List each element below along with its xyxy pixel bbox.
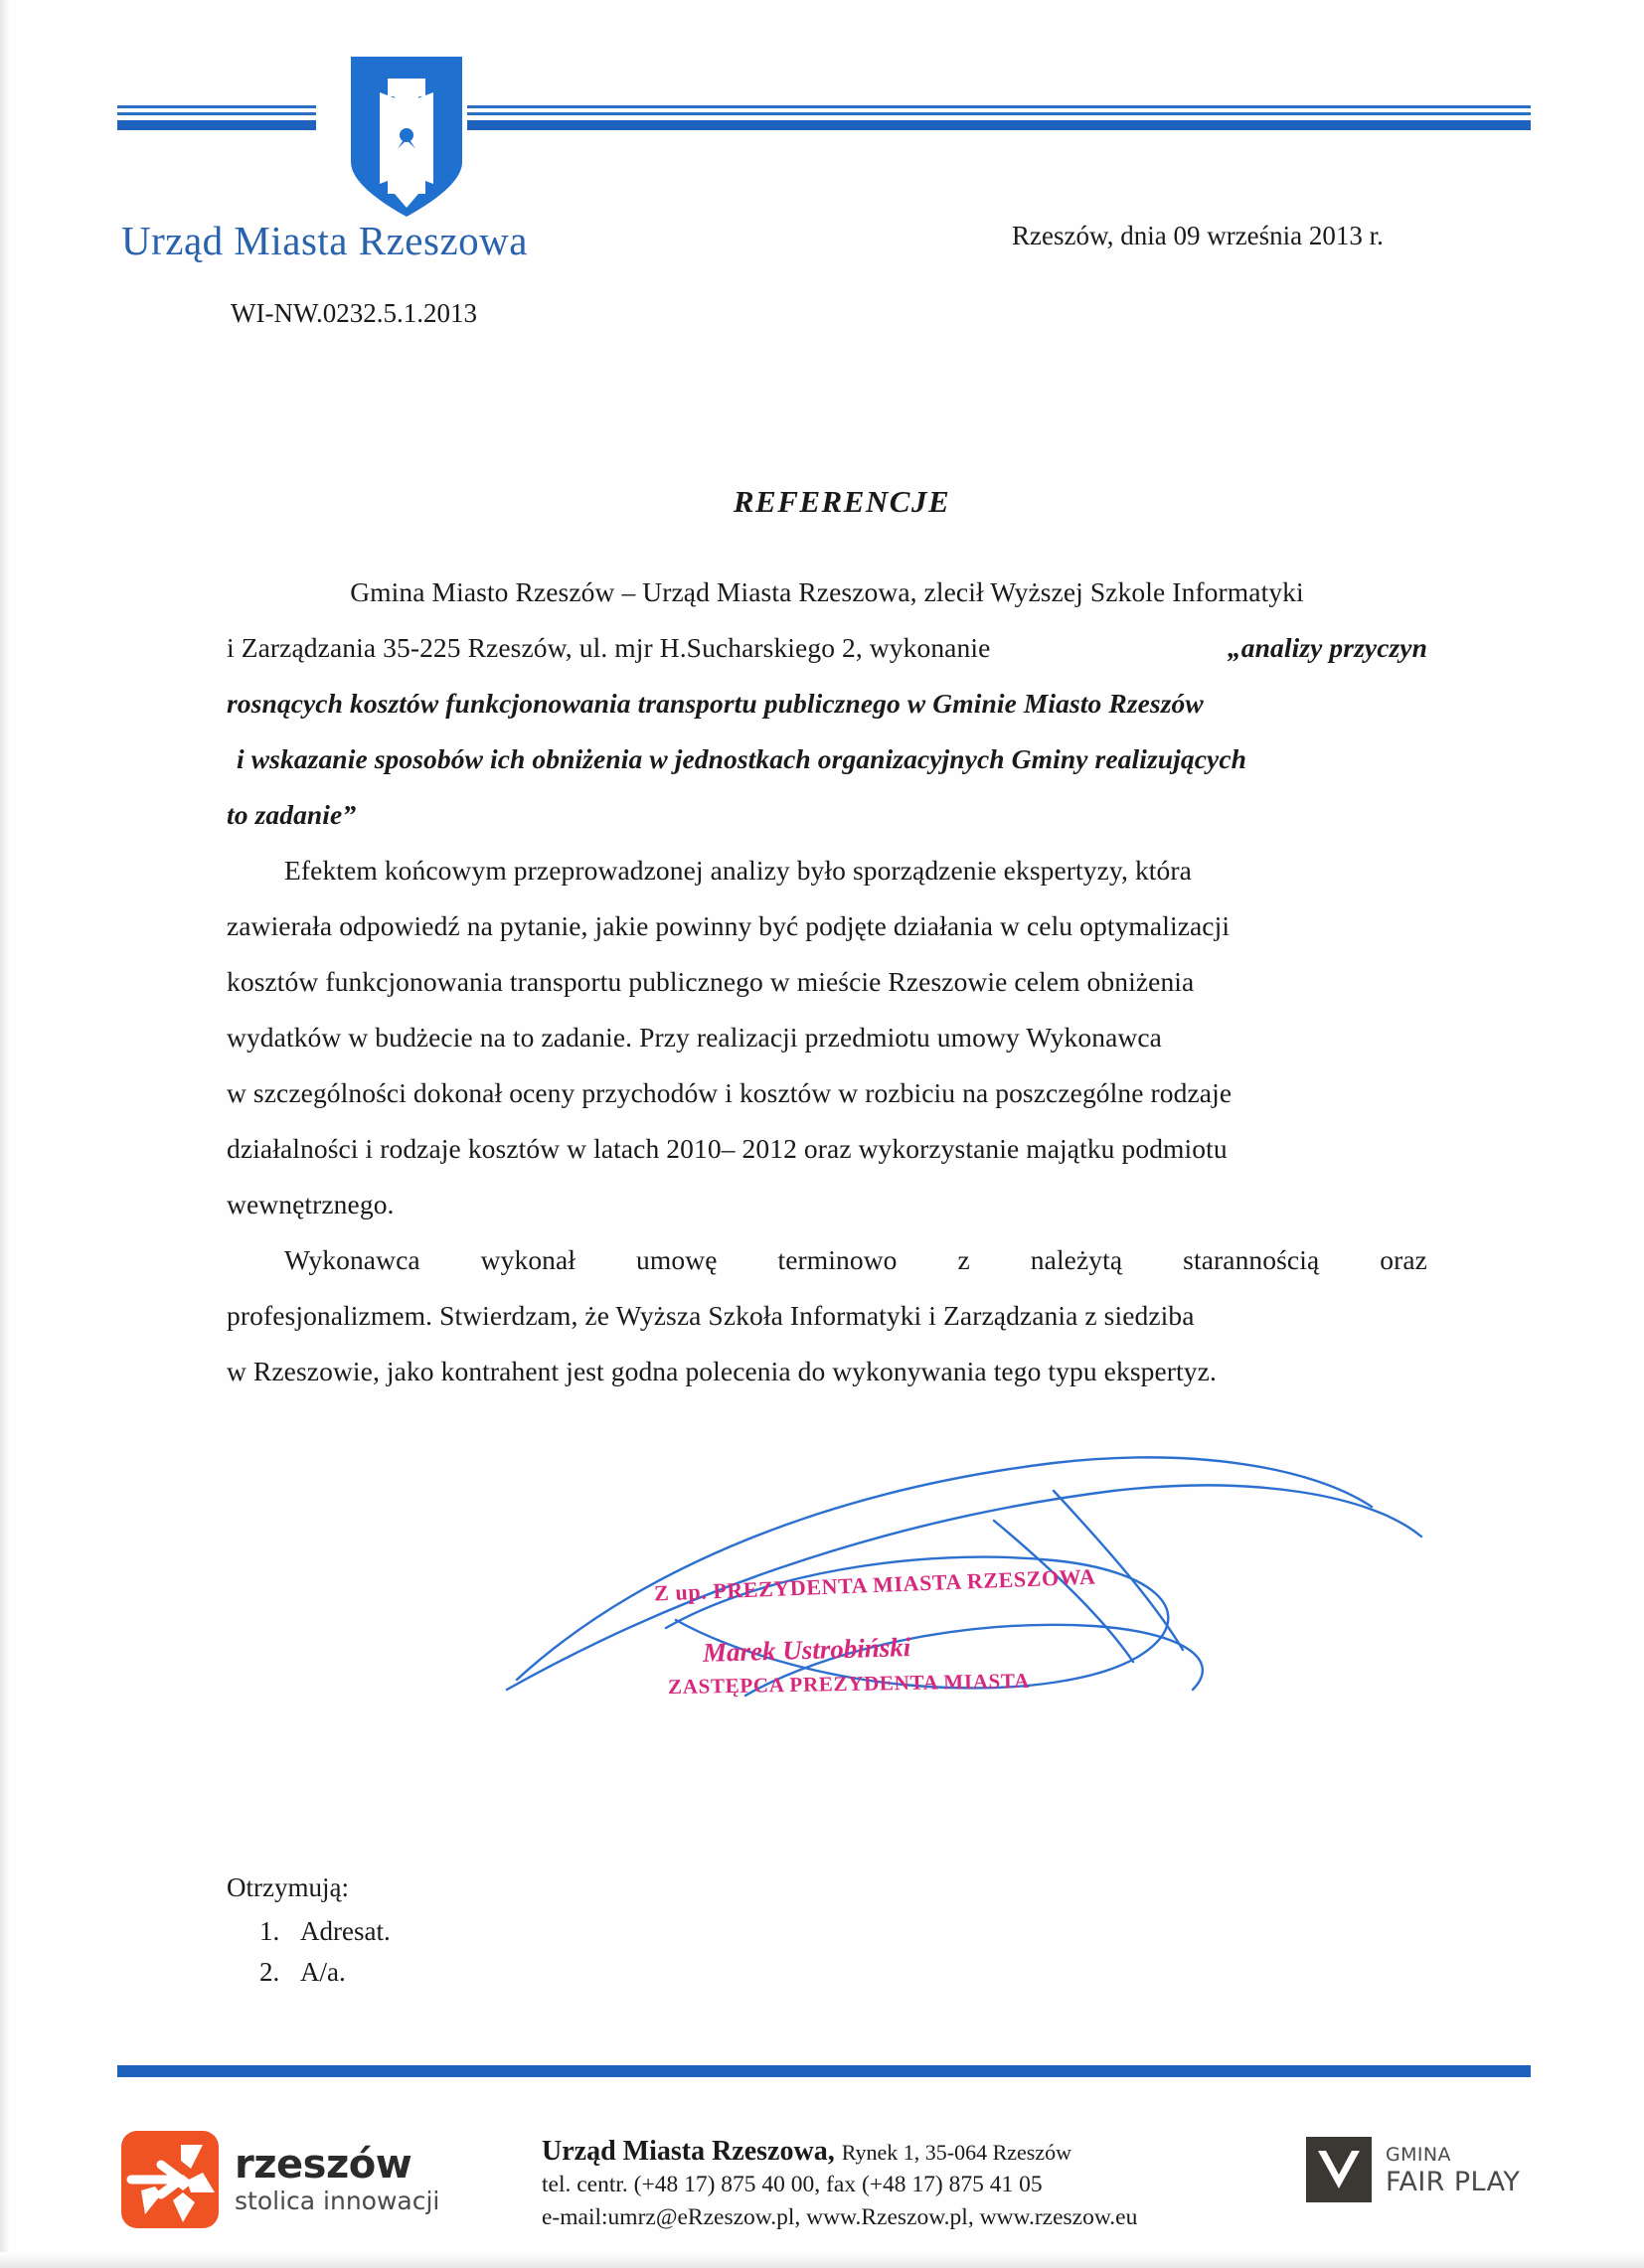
body-text: działalności i rodzaje kosztów w latach 2010– 2012 oraz wykorzystanie majątku podmiotu xyxy=(227,1133,1228,1164)
reference-number: WI-NW.0232.5.1.2013 xyxy=(231,298,477,328)
fair-play-wordmark xyxy=(1386,2143,1520,2197)
body-line xyxy=(227,620,1427,676)
rzeszow-city-logo xyxy=(121,2131,439,2228)
signature-block xyxy=(497,1451,1551,1849)
header-rule-right xyxy=(467,105,1531,131)
body-line-emphasis xyxy=(227,731,1427,787)
footer-address: Rynek 1, 35-064 Rzeszów xyxy=(841,2140,1072,2165)
body-line xyxy=(227,1232,1427,1288)
body-text: Efektem końcowym przeprowadzonej analizy było sporządzenie ekspertyzy, która xyxy=(284,855,1192,886)
scan-edge-shadow-left xyxy=(0,0,10,2268)
footer-org-name: Urząd Miasta Rzeszowa, xyxy=(542,2136,835,2167)
footer xyxy=(0,2107,1644,2266)
body-text: kosztów funkcjonowania transportu publicznego w mieście Rzeszowie celem obniżenia xyxy=(227,966,1195,997)
body-line xyxy=(227,565,1427,620)
footer-phone: tel. centr. (+48 17) 875 40 00, fax (+48 17) 875 41 05 xyxy=(542,2172,1043,2197)
body-line xyxy=(227,1010,1427,1065)
body-line-emphasis xyxy=(227,676,1427,731)
body-text: w szczególności dokonał oceny przychodów i kosztów w rozbiciu na poszczególne rodzaje xyxy=(227,1077,1233,1108)
body-line xyxy=(227,1344,1427,1399)
scan-edge-shadow-bottom xyxy=(0,2252,1644,2268)
list-item: 1. Adresat. xyxy=(286,1911,391,1952)
coat-of-arms-icon xyxy=(348,55,465,219)
body-text-emphasis: rosnących kosztów funkcjonowania transportu publicznego w Gminie Miasto Rzeszów xyxy=(227,688,1204,719)
body-line xyxy=(227,843,1427,898)
recipients-heading: Otrzymują: xyxy=(227,1872,349,1902)
body-text-emphasis: i wskazanie sposobów ich obniżenia w jednostkach organizacyjnych Gminy realizujących xyxy=(237,743,1247,774)
body-text: profesjonalizmem. Stwierdzam, że Wyższa Szkoła Informatyki i Zarządzania z siedziba xyxy=(227,1300,1195,1331)
body-line xyxy=(227,1065,1427,1121)
fair-play-word-secondary: FAIR PLAY xyxy=(1386,2166,1521,2197)
recipients-block xyxy=(227,1872,391,1993)
logo-word-primary: rzeszów xyxy=(235,2142,412,2187)
office-name: Urząd Miasta Rzeszowa xyxy=(121,218,528,263)
body-text-emphasis: to zadanie” xyxy=(227,799,357,830)
recipients-list xyxy=(227,1911,391,1993)
body-text: zawierała odpowiedź na pytanie, jakie powinny być podjęte działania w celu optymalizacji xyxy=(227,910,1231,941)
gmina-fair-play-logo xyxy=(1306,2137,1520,2202)
body-line xyxy=(227,954,1427,1010)
fair-play-word-primary: GMINA xyxy=(1386,2143,1451,2166)
letterhead xyxy=(0,0,1644,328)
body-text: wydatków w budżecie na to zadanie. Przy realizacji przedmiotu umowy Wykonawca xyxy=(227,1022,1162,1053)
body-line xyxy=(227,898,1427,954)
body-text: Wykonawca wykonał umowę terminowo z należytą starannością oraz xyxy=(284,1244,1427,1275)
logo-word-secondary: stolica innowacji xyxy=(235,2187,440,2215)
body-text: wewnętrznego. xyxy=(227,1189,395,1219)
footer-contact-info xyxy=(542,2135,1137,2234)
header-rule-left xyxy=(117,105,316,131)
stamp-signer-name: Marek Ustrobiński xyxy=(702,1632,911,1668)
body-text-emphasis: „analizy przyczyn xyxy=(1227,632,1427,663)
stamp-signer-title: ZASTĘPCA PREZYDENTA MIASTA xyxy=(667,1668,1031,1700)
body-text: w Rzeszowie, jako kontrahent jest godna polecenia do wykonywania tego typu ekspertyz. xyxy=(227,1356,1217,1386)
letter-body xyxy=(227,565,1427,1399)
body-line-emphasis xyxy=(227,787,1427,843)
list-item: 2. A/a. xyxy=(286,1952,391,1993)
stamp-authority-line: Z up. PREZYDENTA MIASTA RZESZOWA xyxy=(653,1563,1096,1606)
footer-rule xyxy=(117,2065,1531,2077)
date-line: Rzeszów, dnia 09 września 2013 r. xyxy=(1012,221,1384,250)
footer-web[interactable]: e-mail:umrz@eRzeszow.pl, www.Rzeszow.pl, www.rzeszow.eu xyxy=(542,2204,1138,2230)
rzeszow-logo-wordmark xyxy=(235,2143,439,2216)
body-line xyxy=(227,1288,1427,1344)
body-line xyxy=(227,1177,1427,1232)
body-text: Gmina Miasto Rzeszów – Urząd Miasta Rzeszowa, zlecił Wyższej Szkole Informatyki xyxy=(350,576,1304,607)
body-text: i Zarządzania 35-225 Rzeszów, ul. mjr H.Sucharskiego 2, wykonanie xyxy=(227,632,991,663)
page-title: REFERENCJE xyxy=(733,484,951,519)
rzeszow-logo-mark-icon xyxy=(121,2131,219,2228)
body-line xyxy=(227,1121,1427,1177)
fair-play-chevron-icon xyxy=(1306,2137,1372,2202)
